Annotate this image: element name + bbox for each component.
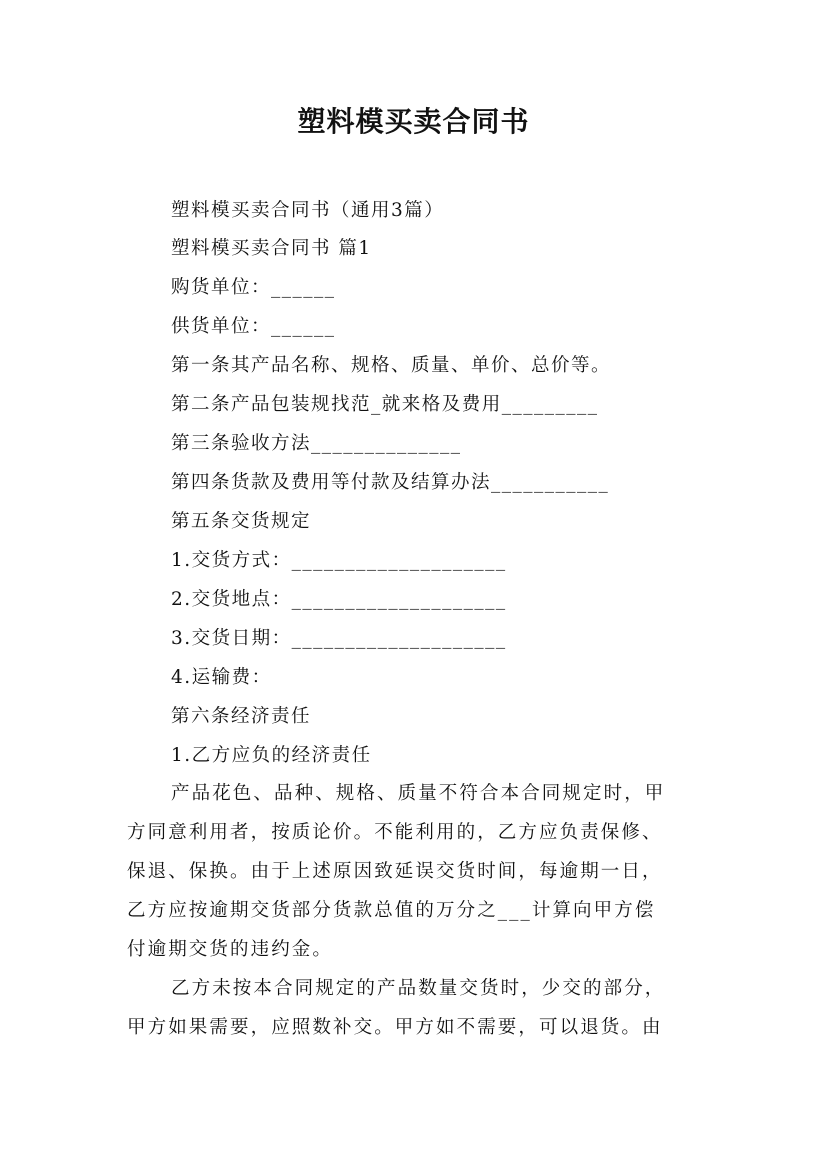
delivery-place: 2.交货地点：____________________: [171, 589, 507, 610]
paragraph-line: 甲方如果需要，应照数补交。甲方如不需要，可以退货。由: [127, 1017, 663, 1038]
article-6: 第六条经济责任: [171, 706, 312, 727]
party-b-liability: 1.乙方应负的经济责任: [171, 745, 372, 766]
paragraph-line: 付逾期交货的违约金。: [127, 939, 334, 960]
paragraph-line: 乙方未按本合同规定的产品数量交货时，少交的部分，: [171, 978, 666, 999]
paragraph-line: 产品花色、品种、规格、质量不符合本合同规定时，甲: [171, 783, 666, 804]
subtitle-line: 塑料模买卖合同书（通用3篇）: [171, 200, 445, 221]
delivery-date: 3.交货日期：____________________: [171, 628, 507, 649]
article-3: 第三条验收方法______________: [171, 433, 462, 454]
transport-fee: 4.运输费：: [171, 667, 272, 688]
article-4: 第四条货款及费用等付款及结算办法___________: [171, 472, 610, 493]
section-heading: 塑料模买卖合同书 篇1: [171, 238, 372, 259]
article-2: 第二条产品包装规找范_就来格及费用_________: [171, 394, 599, 415]
buyer-field: 购货单位：______: [171, 277, 336, 298]
article-1: 第一条其产品名称、规格、质量、单价、总价等。: [171, 355, 612, 376]
document-title: 塑料模买卖合同书: [297, 105, 530, 138]
paragraph-line: 方同意利用者，按质论价。不能利用的，乙方应负责保修、: [127, 822, 663, 843]
paragraph-line: 保退、保换。由于上述原因致延误交货时间，每逾期一日，: [127, 861, 663, 882]
paragraph-line: 乙方应按逾期交货部分货款总值的万分之___计算向甲方偿: [127, 900, 656, 921]
article-5: 第五条交货规定: [171, 511, 312, 532]
delivery-method: 1.交货方式：____________________: [171, 550, 507, 571]
supplier-field: 供货单位：______: [171, 316, 336, 337]
